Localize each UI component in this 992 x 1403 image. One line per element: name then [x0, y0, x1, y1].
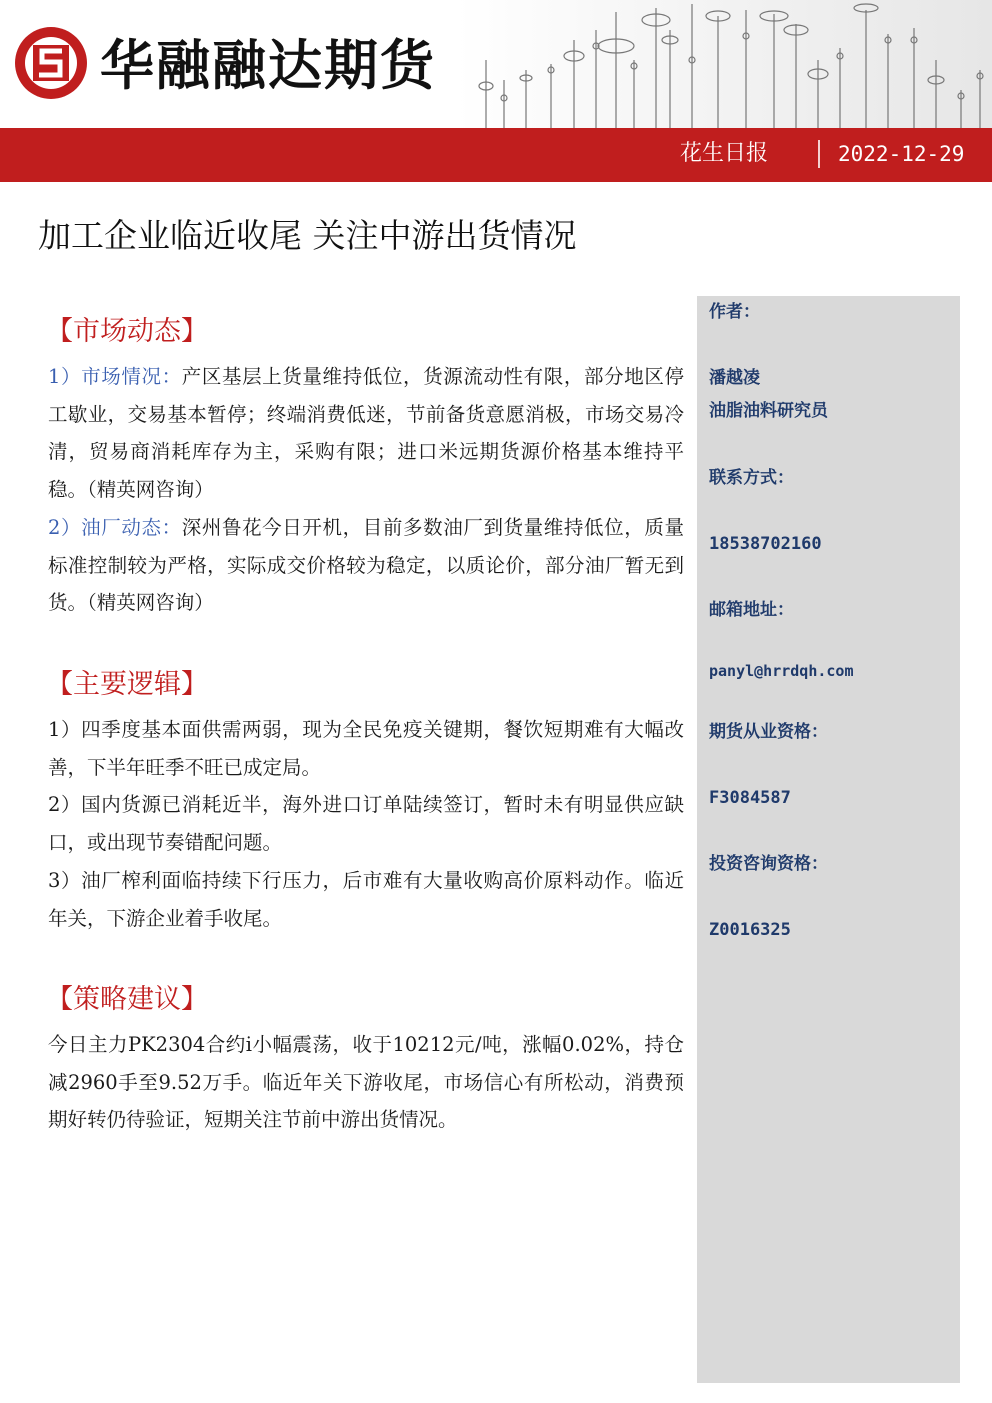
brand-name: 华融融达期货	[100, 34, 436, 97]
invest-cert-number: Z0016325	[709, 920, 791, 940]
strategy-section-heading: 【策略建议】	[46, 984, 208, 1015]
page-header	[0, 0, 992, 128]
market-p1-label: 1）市场情况：	[48, 365, 182, 388]
author-name: 潘越凌	[709, 368, 760, 388]
report-type: 花生日报	[680, 141, 769, 166]
market-p2-label: 2）油厂动态：	[48, 516, 182, 539]
market-section-heading: 【市场动态】	[46, 316, 208, 347]
logic-section-heading: 【主要逻辑】	[46, 669, 208, 700]
futures-cert-label: 期货从业资格：	[709, 722, 828, 742]
report-title: 加工企业临近收尾 关注中游出货情况	[38, 216, 577, 255]
logic-paragraph-3: 3）油厂榨利面临持续下行压力，后市难有大量收购高价原料动作。临近年关，下游企业着手收尾。	[48, 869, 684, 930]
email-label: 邮箱地址：	[709, 600, 794, 620]
market-paragraph-1	[48, 358, 684, 509]
report-date: 2022-12-29	[838, 142, 965, 166]
author-label: 作者：	[709, 302, 760, 322]
market-p1-text: 产区基层上货量维持低位，货源流动性有限，部分地区停工歇业，交易基本暂停；终端消费低迷，节前备货意愿消极，市场交易冷清，贸易商消耗库存为主，采购有限；进口米远期货源价格基本维持平稳。（精英网咨询）	[48, 365, 684, 502]
author-role: 油脂油料研究员	[709, 401, 828, 421]
futures-cert-number: F3084587	[709, 788, 791, 808]
decorative-circles-graphic	[456, 0, 992, 128]
contact-label: 联系方式：	[709, 468, 794, 488]
header-divider	[818, 140, 820, 168]
email-address[interactable]: panyl@hrrdqh.com	[709, 662, 854, 680]
logic-paragraph-2: 2）国内货源已消耗近半，海外进口订单陆续签订，暂时未有明显供应缺口，或出现节奏错配问题。	[48, 793, 684, 854]
logic-paragraph-1: 1）四季度基本面供需两弱，现为全民免疫关键期，餐饮短期难有大幅改善，下半年旺季不旺已成定局。	[48, 718, 684, 779]
phone-number: 18538702160	[709, 534, 822, 554]
author-sidebar	[697, 296, 960, 1383]
strategy-paragraph: 今日主力PK2304合约i小幅震荡，收于10212元/吨，涨幅0.02%，持仓减2960手至9.52万手。临近年关下游收尾，市场信心有所松动，消费预期好转仍待验证，短期关注节前中游出货情况。	[48, 1033, 684, 1132]
market-p2-text: 深州鲁花今日开机，目前多数油厂到货量维持低位，质量标准控制较为严格，实际成交价格较为稳定，以质论价，部分油厂暂无到货。（精英网咨询）	[48, 516, 684, 615]
company-logo-icon	[12, 24, 90, 102]
market-paragraph-2	[48, 509, 684, 622]
invest-cert-label: 投资咨询资格：	[709, 854, 828, 874]
